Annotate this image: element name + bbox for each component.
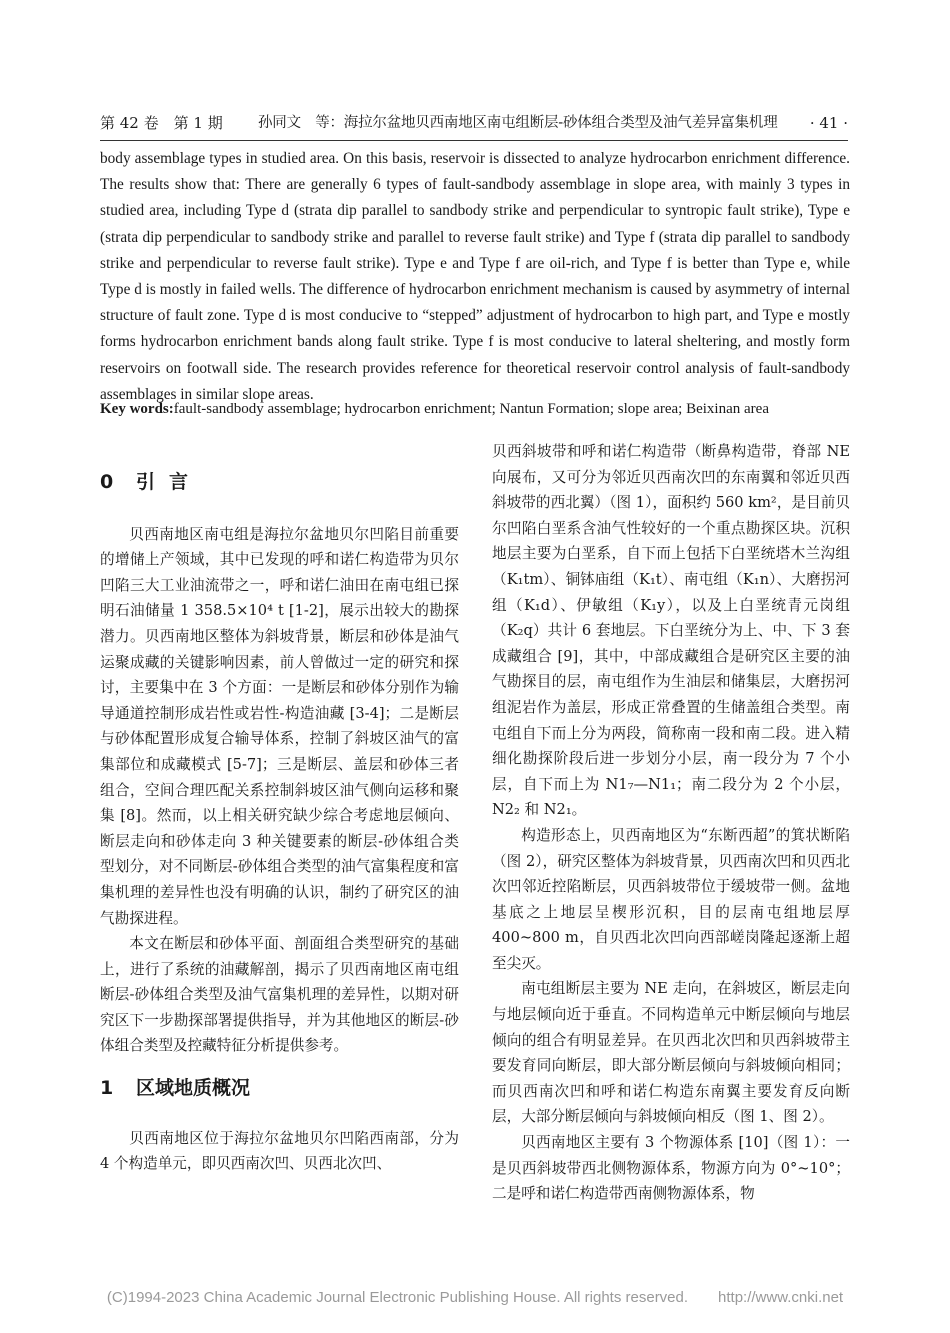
page-number: · 41 · — [809, 114, 848, 132]
copyright-footer: (C)1994-2023 China Academic Journal Electronic Publishing House. All rights reserved. http://www.cnki.net — [106, 1289, 844, 1306]
running-header — [100, 112, 848, 134]
geology-paragraph-1-continued: 贝西斜坡带和呼和诺仁构造带（断鼻构造带，脊部 NE 向展布，又可分为邻近贝西南次凹的东南翼和邻近贝西斜坡带的西北翼）（图 1），面积约 560 km²，是目前贝尔凹陷白垩系含油气性较好的一个重点勘探区块。沉积地层主要为白垩系，自下而上包括下白垩统塔木兰沟组（K₁tm）、铜钵庙组（K₁t）、南屯组（K₁n）、大磨拐河组（K₁d）、伊敏组（K₁y），以及上白垩统青元岗组（K₂q）共计 6 套地层。下白垩统分为上、中、下 3 套成藏组合 [9]，其中，中部成藏组合是研究区主要的油气勘探目的层，南屯组作为生油层和储集层，大磨拐河组泥岩作为盖层，形成正常叠置的生储盖组合类型。南屯组自下而上分为两段，简称南一段和南二段。进入精细化勘探阶段后进一步划分小层，南一段分为 7 个小层，自下而上为 N1₇—N1₁；南二段分为 2 个小层，N2₂ 和 N2₁。 — [492, 443, 850, 819]
keywords-label: Key words: — [100, 401, 174, 417]
english-keywords — [100, 396, 860, 422]
geology-paragraph-4: 贝西南地区主要有 3 个物源体系 [10]（图 1）：一是贝西斜坡带西北侧物源体系，物源方向为 0°~10°；二是呼和诺仁构造带西南侧物源体系，物 — [492, 1134, 850, 1203]
journal-volume-issue: 第 42 卷 第 1 期 — [100, 114, 223, 132]
header-divider — [100, 140, 848, 141]
running-title: 孙同文 等：海拉尔盆地贝西南地区南屯组断层-砂体组合类型及油气差异富集机理 — [258, 115, 778, 131]
english-abstract: body assemblage types in studied area. On this basis, reservoir is dissected to analyze hydrocarbon enrichment difference. The results show that: There are generally 6 types of fault-sandbody assemblage in slope area, with mainly 3 types in studied area, including Type d (strata dip parallel to sandbody strike and perpendicular to syntropic fault strike), Type e (strata dip perpendicular to sandbody strike and parallel to reverse fault strike) and Type f (strata dip parallel to sandbody strike and perpendicular to reverse fault strike). Type e and Type f are oil-rich, and Type f is better than Type e, while Type d is mostly in failed wells. The difference of hydrocarbon enrichment mechanism is caused by asymmetry of internal structure of fault zone. Type d is most conducive to “stepped” adjustment of hydrocarbon to high part, and Type e mostly forms hydrocarbon enrichment bands along fault strike. Type f is most conducive to lateral sheltering, and mostly form reservoirs on footwall side. The research provides reference for theoretical reservoir control analysis of fault-sandbody assemblages in similar slope areas. — [100, 150, 850, 403]
section-number: 1 — [100, 1077, 114, 1100]
section-title: 区域地质概况 — [136, 1077, 251, 1100]
right-column — [492, 439, 850, 1207]
left-column — [100, 439, 459, 1177]
geology-paragraph-3: 南屯组断层主要为 NE 走向，在斜坡区，断层走向与地层倾向近于垂直。不同构造单元中断层倾向与地层倾向的组合有明显差异。在贝西北次凹和贝西斜坡带主要发育同向断层，即大部分断层倾向与斜坡倾向相同；而贝西南次凹和呼和诺仁构造东南翼主要发育反向断层，大部分断层倾向与斜坡倾向相反（图 1、图 2）。 — [492, 980, 850, 1126]
section-heading-introduction — [100, 470, 459, 496]
intro-paragraph-2: 本文在断层和砂体平面、剖面组合类型研究的基础上，进行了系统的油藏解剖，揭示了贝西南地区南屯组断层-砂体组合类型及油气富集机理的差异性，以期对研究区下一步勘探部署提供指导，并为其他地区的断层-砂体组合类型及控藏特征分析提供参考。 — [100, 935, 459, 1055]
section-title: 引言 — [136, 471, 203, 493]
geology-paragraph-2: 构造形态上，贝西南地区为“东断西超”的箕状断陷（图 2），研究区整体为斜坡背景，贝西南次凹和贝西北次凹邻近控陷断层，贝西斜坡带位于缓坡带一侧。盆地基底之上地层呈楔形沉积，目的层南屯组地层厚 400~800 m，自贝西北次凹向西部嵯岗隆起逐渐上超至尖灭。 — [492, 826, 850, 972]
section-heading-regional-geology — [100, 1076, 459, 1102]
geology-paragraph-1: 贝西南地区位于海拉尔盆地贝尔凹陷西南部，分为 4 个构造单元，即贝西南次凹、贝西北次凹、 — [100, 1129, 459, 1173]
keywords-text: fault-sandbody assemblage; hydrocarbon enrichment; Nantun Formation; slope area; Beixinan area — [173, 401, 769, 417]
intro-paragraph-1: 贝西南地区南屯组是海拉尔盆地贝尔凹陷目前重要的增储上产领域，其中已发现的呼和诺仁构造带为贝尔凹陷三大工业油流带之一，呼和诺仁油田在南屯组已探明石油储量 1 358.5×10⁴ t [1-2]，展示出较大的勘探潜力。贝西南地区整体为斜坡背景，断层和砂体是油气运聚成藏的关键影响因素，前人曾做过一定的研究和探讨，主要集中在 3 个方面：一是断层和砂体分别作为输导通道控制形成岩性或岩性-构造油藏 [3-4]；二是断层与砂体配置形成复合输导体系，控制了斜坡区油气的富集部位和成藏模式 [5-7]；三是断层、盖层和砂体三者组合，空间合理匹配关系控制斜坡区油气侧向运移和聚集 [8]。然而，以上相关研究缺少综合考虑地层倾向、断层走向和砂体走向 3 种关键要素的断层-砂体组合类型划分，对不同断层-砂体组合类型的油气富集程度和富集机理的差异性也没有明确的认识，制约了研究区的油气勘探进程。 — [100, 525, 459, 927]
section-number: 0 — [100, 471, 128, 493]
